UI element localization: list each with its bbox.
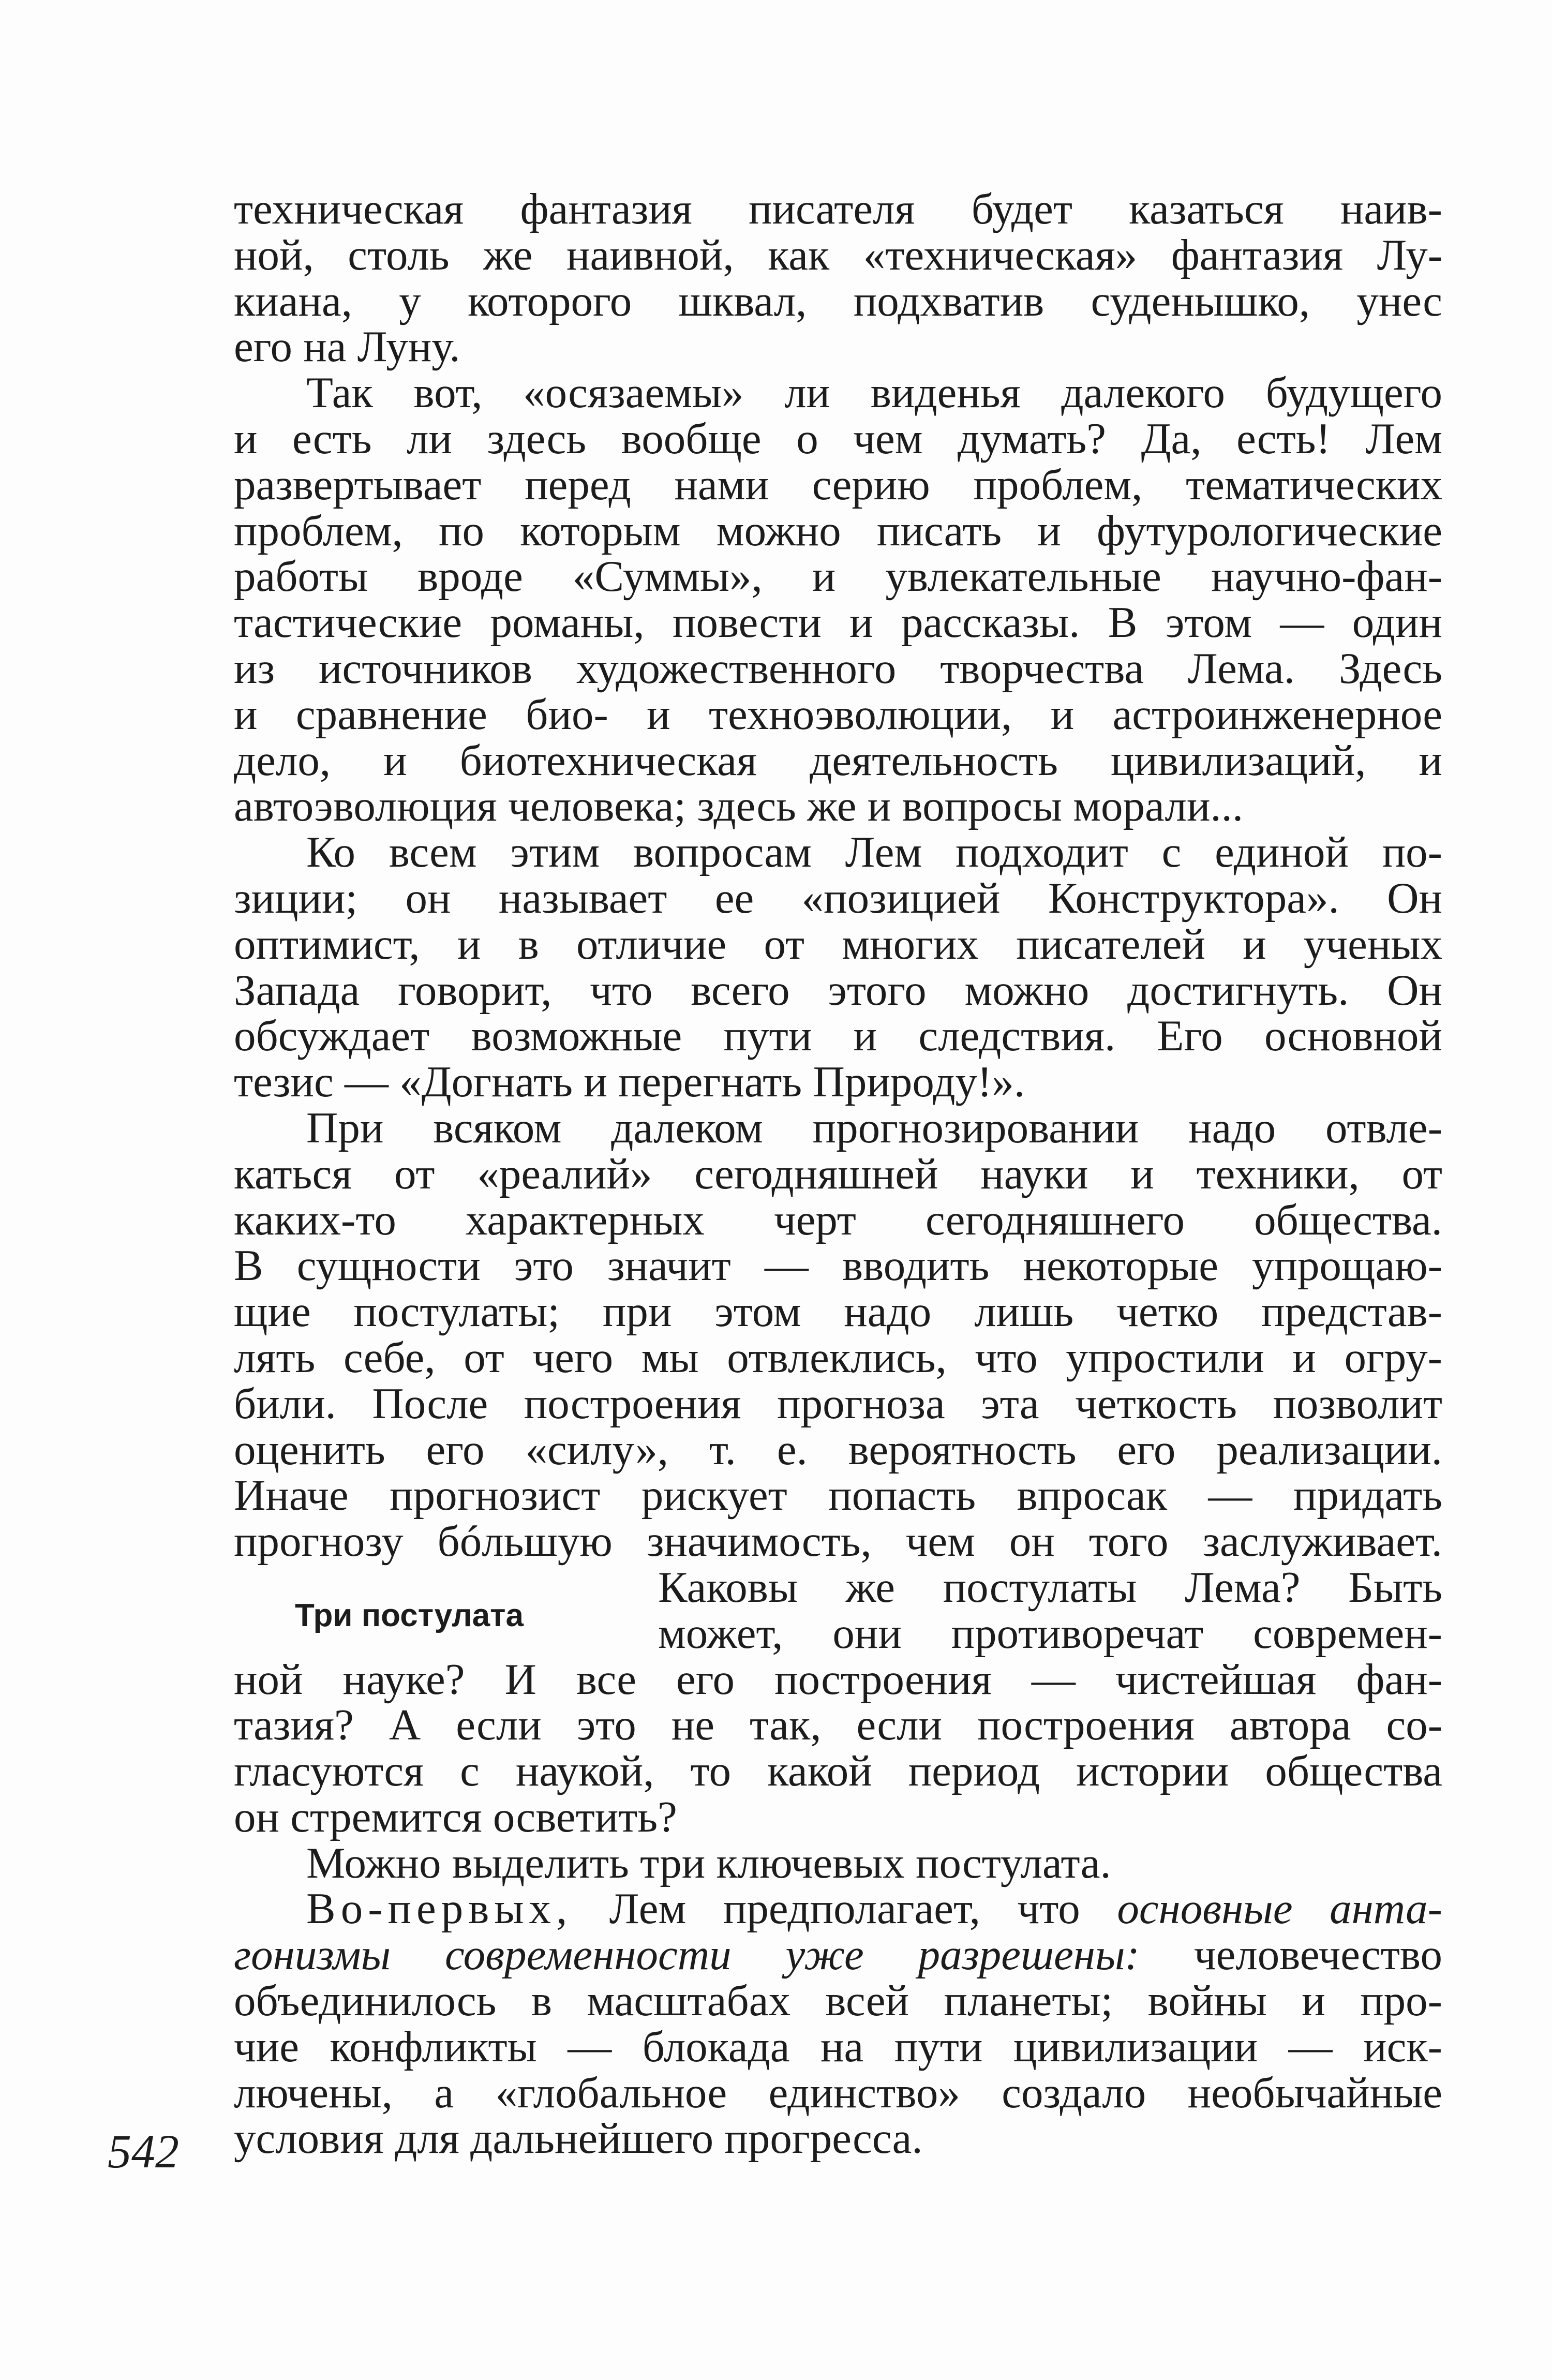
text-line: Иначе прогнозист рискует попасть впросак — придать xyxy=(234,1471,1442,1520)
text-line: и сравнение био- и техноэволюции, и астроинженерное xyxy=(234,690,1442,739)
text-line: В сущности это значит — вводить некоторые упрощаю- xyxy=(234,1241,1442,1290)
text-line: тазия? А если это не так, если построения автора со- xyxy=(234,1701,1442,1750)
text-line: Запада говорит, что всего этого можно достигнуть. Он xyxy=(234,965,1442,1015)
text-line: лять себе, от чего мы отвлеклись, что упростили и огру- xyxy=(234,1333,1442,1382)
italic-emphasis: гонизмы современности уже разрешены: xyxy=(234,1930,1140,1980)
text-line: лючены, а «глобальное единство» создало необычайные xyxy=(234,2068,1442,2117)
italic-emphasis: основные анта- xyxy=(1117,1884,1442,1933)
text-line: обсуждает возможные пути и следствия. Его основной xyxy=(234,1012,1442,1061)
text-line: щие постулаты; при этом надо лишь четко представ- xyxy=(234,1287,1442,1336)
text-line: он стремится осветить? xyxy=(234,1792,677,1841)
text-line: чие конфликты — блокада на пути цивилизации — иск- xyxy=(234,2022,1442,2071)
text-line: и есть ли здесь вообще о чем думать? Да, есть! Лем xyxy=(234,414,1442,463)
text-line: работы вроде «Суммы», и увлекательные научно-фан- xyxy=(234,552,1442,601)
text-line: гласуются с наукой, то какой период истории общества xyxy=(234,1747,1442,1796)
text-line: киана, у которого шквал, подхватив суденышко, унес xyxy=(234,276,1442,325)
text-run: человечество xyxy=(1139,1930,1442,1980)
text-line: из источников художественного творчества Лема. Здесь xyxy=(234,644,1442,693)
page-number: 542 xyxy=(108,2125,179,2178)
text-line: оценить его «силу», т. е. вероятность его реализации. xyxy=(234,1425,1442,1474)
body-text xyxy=(234,186,1442,2162)
text-line xyxy=(234,1886,1442,1932)
text-line: техническая фантазия писателя будет казаться наив- xyxy=(234,185,1442,233)
text-line xyxy=(234,1932,1442,1978)
text-line: каться от «реалий» сегодняшней науки и техники, от xyxy=(234,1149,1442,1198)
text-line: зиции; он называет ее «позицией Конструктора». Он xyxy=(234,873,1442,923)
text-line: автоэволюция человека; здесь же и вопросы морали... xyxy=(234,782,1244,831)
text-line: При всяком далеком прогнозировании надо отвле- xyxy=(306,1103,1442,1152)
margin-heading: Три постулата xyxy=(295,1598,524,1633)
text-line: проблем, по которым можно писать и футурологические xyxy=(234,506,1442,555)
text-line: Так вот, «осязаемы» ли виденья далекого будущего xyxy=(306,368,1442,418)
text-line: прогнозу бóльшую значимость, чем он того заслуживает. xyxy=(234,1517,1442,1566)
text-line: дело, и биотехническая деятельность цивилизаций, и xyxy=(234,736,1442,785)
text-line: ной, столь же наивной, как «техническая» фантазия Лу- xyxy=(234,230,1442,279)
text-line: оптимист, и в отличие от многих писателей и ученых xyxy=(234,919,1442,969)
text-line: тезис — «Догнать и перегнать Природу!». xyxy=(234,1058,1025,1107)
text-line: Можно выделить три ключевых постулата. xyxy=(306,1838,1111,1887)
spaced-emphasis: Во-первых, xyxy=(306,1884,573,1933)
text-line: Ко всем этим вопросам Лем подходит с единой по- xyxy=(306,828,1442,877)
text-line: может, они противоречат современ- xyxy=(658,1609,1442,1658)
text-run: Лем предполагает, что xyxy=(572,1884,1117,1933)
text-line: били. После построения прогноза эта четкость позволит xyxy=(234,1379,1442,1428)
text-line: ной науке? И все его построения — чистейшая фан- xyxy=(234,1655,1442,1704)
text-line: тастические романы, повести и рассказы. В этом — один xyxy=(234,598,1442,647)
text-line: каких-то характерных черт сегодняшнего общества. xyxy=(234,1195,1442,1244)
text-line: условия для дальнейшего прогресса. xyxy=(234,2114,923,2163)
text-line: развертывает перед нами серию проблем, тематических xyxy=(234,460,1442,509)
text-line: его на Луну. xyxy=(234,322,460,371)
text-line: объединилось в масштабах всей планеты; войны и про- xyxy=(234,1976,1442,2026)
text-line: Каковы же постулаты Лема? Быть xyxy=(658,1563,1442,1612)
